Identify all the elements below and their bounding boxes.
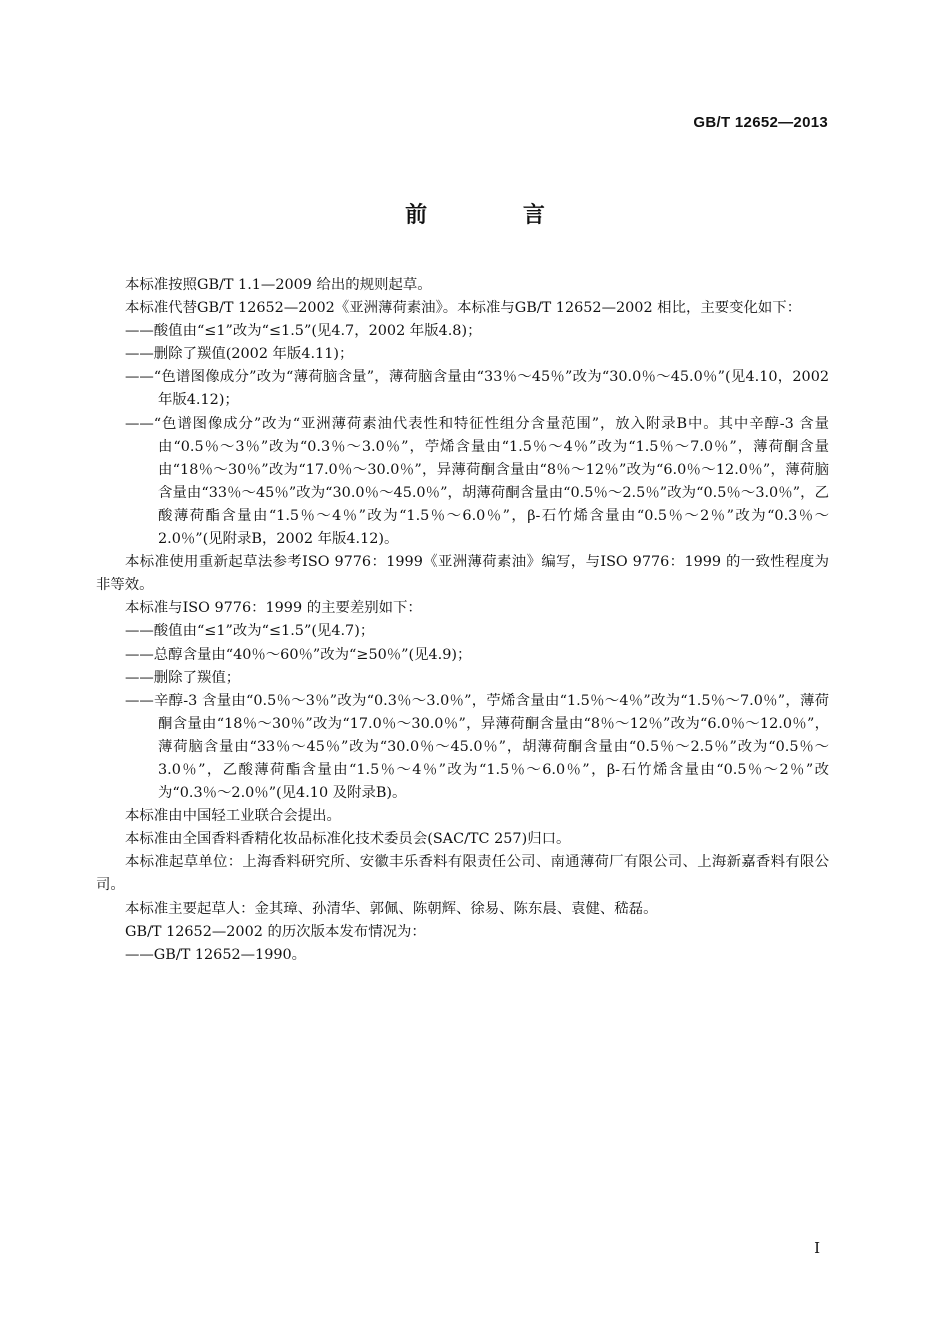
paragraph: 本标准代替GB/T 12652—2002《亚洲薄荷素油》。本标准与GB/T 12652—2002 相比，主要变化如下： (125, 300, 802, 317)
list-item: ——“色谱图像成分”改为“薄荷脑含量”，薄荷脑含量由“33％～45％”改为“30.0％～45.0％”(见4.10，2002 年版4.12)； (125, 369, 829, 409)
list-item: ——删除了羰值(2002 年版4.11)； (125, 346, 354, 363)
paragraph: 本标准由中国轻工业联合会提出。 (125, 808, 341, 825)
list-item: ——酸值由“≤1”改为“≤1.5”(见4.7)； (125, 623, 375, 640)
document-body (96, 274, 829, 967)
paragraph: 本标准按照GB/T 1.1—2009 给出的规则起草。 (125, 277, 432, 293)
list-item: ——删除了羰值； (125, 669, 241, 686)
paragraph: 本标准主要起草人：金其璋、孙清华、郭佩、陈朝辉、徐易、陈东晨、袁健、嵇磊。 (125, 900, 658, 917)
paragraph: 本标准与ISO 9776：1999 的主要差别如下： (125, 600, 422, 617)
list-item: ——酸值由“≤1”改为“≤1.5”(见4.7，2002 年版4.8)； (125, 323, 482, 340)
list-item: ——总醇含量由“40％～60％”改为“≥50％”(见4.9)； (125, 646, 472, 663)
paragraph: 本标准起草单位：上海香料研究所、安徽丰乐香料有限责任公司、南通薄荷厂有限公司、上海新嘉香料有限公司。 (96, 854, 829, 894)
standard-number: GB/T 12652—2013 (693, 114, 828, 131)
paragraph: 本标准使用重新起草法参考ISO 9776：1999《亚洲薄荷素油》编写，与ISO 9776：1999 的一致性程度为非等效。 (96, 554, 829, 594)
paragraph: GB/T 12652—2002 的历次版本发布情况为： (125, 923, 426, 940)
list-item: ——“色谱图像成分”改为“亚洲薄荷素油代表性和特征性组分含量范围”，放入附录B中。其中辛醇-3 含量由“0.5％～3％”改为“0.3％～3.0％”，苧烯含量由“1.5％～4％”改为“1.5％～7.0％”，薄荷酮含量由“18％～30％”改为“17.0％～30.0％”，异薄荷酮含量由“8％～12％”改为“6.0％～12.0％”，薄荷脑含量由“33％～45％”改为“30.0％～45.0％”，胡薄荷酮含量由“0.5％～2.5％”改为“0.5％～3.0％”，乙酸薄荷酯含量由“1.5％～4％”改为“1.5％～6.0％”，β-石竹烯含量由“0.5％～2％”改为“0.3％～2.0％”(见附录B，2002 年版4.12)。 (125, 415, 829, 548)
list-item: ——GB/T 12652—1990。 (125, 946, 307, 963)
page-number: I (814, 1239, 820, 1257)
list-item: ——辛醇-3 含量由“0.5％～3％”改为“0.3％～3.0％”，苧烯含量由“1.5％～4％”改为“1.5％～7.0％”，薄荷酮含量由“18％～30％”改为“17.0％～30.0％”，异薄荷酮含量由“8％～12％”改为“6.0％～12.0％”，薄荷脑含量由“33％～45％”改为“30.0％～45.0％”，胡薄荷酮含量由“0.5％～2.5％”改为“0.5％～3.0％”，乙酸薄荷酯含量由“1.5％～4％”改为“1.5％～6.0％”，β-石竹烯含量由“0.5％～2％”改为“0.3％～2.0％”(见4.10 及附录B)。 (125, 692, 829, 802)
paragraph: 本标准由全国香料香精化妆品标准化技术委员会(SAC/TC 257)归口。 (125, 831, 571, 848)
page-title: 前 言 (405, 203, 589, 228)
